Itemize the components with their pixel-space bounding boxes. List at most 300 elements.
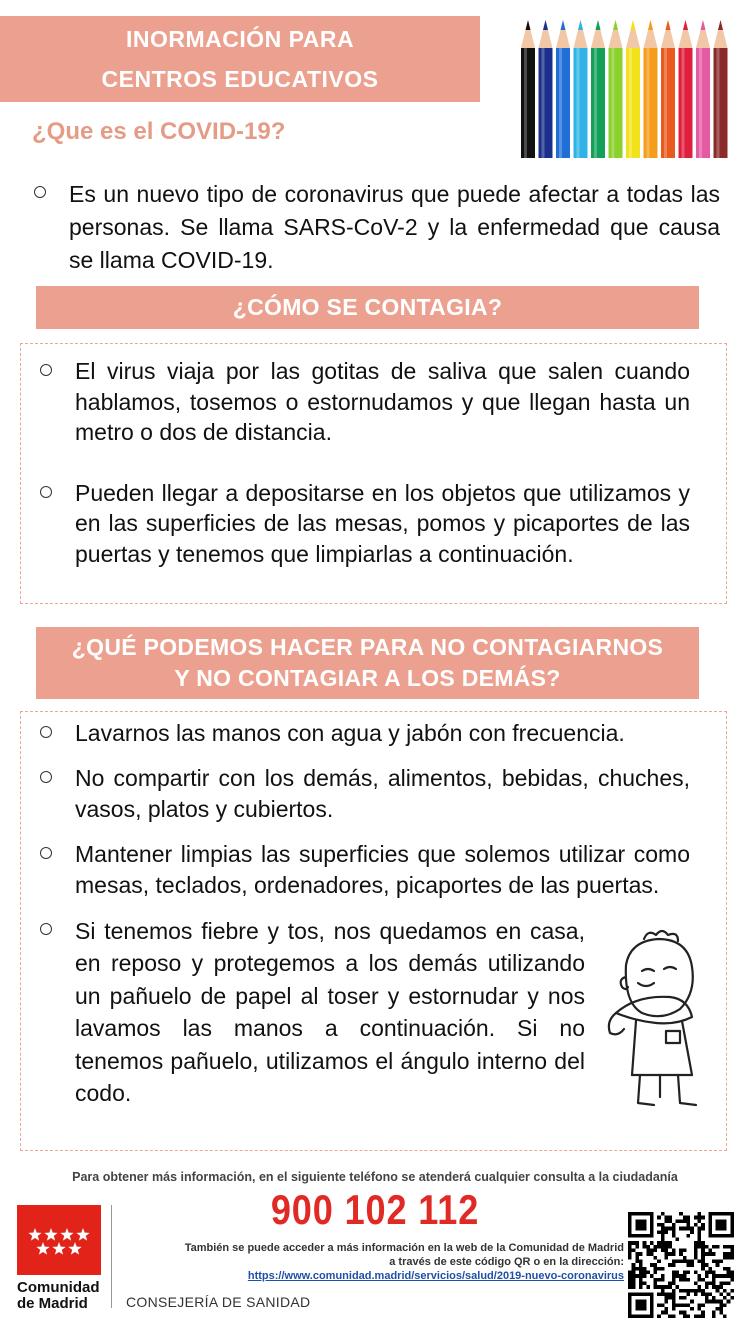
qr-module bbox=[697, 1314, 701, 1318]
section-banner-how-spread: ¿CÓMO SE CONTAGIA? bbox=[36, 286, 699, 329]
qr-module bbox=[665, 1227, 669, 1231]
qr-module bbox=[635, 1223, 639, 1227]
qr-module bbox=[650, 1249, 654, 1253]
qr-module bbox=[635, 1227, 639, 1231]
pencil-body bbox=[714, 48, 728, 158]
pencil-shine bbox=[647, 48, 650, 158]
star-icon bbox=[68, 1242, 81, 1255]
qr-module bbox=[697, 1219, 701, 1223]
qr-module bbox=[676, 1285, 680, 1289]
qr-module bbox=[686, 1263, 690, 1267]
qr-module bbox=[672, 1230, 676, 1234]
qr-module bbox=[683, 1216, 687, 1220]
qr-module bbox=[716, 1263, 720, 1267]
qr-module bbox=[679, 1260, 683, 1264]
qr-module bbox=[730, 1256, 734, 1260]
qr-module bbox=[639, 1234, 643, 1238]
qr-module bbox=[676, 1260, 680, 1264]
qr-module bbox=[632, 1241, 636, 1245]
pencil-lead bbox=[596, 20, 601, 30]
qr-module bbox=[697, 1212, 701, 1216]
qr-module bbox=[705, 1252, 709, 1256]
qr-module bbox=[661, 1230, 665, 1234]
qr-module bbox=[690, 1307, 694, 1311]
qr-module bbox=[701, 1256, 705, 1260]
qr-module bbox=[679, 1303, 683, 1307]
qr-module bbox=[708, 1270, 712, 1274]
qr-module bbox=[657, 1314, 661, 1318]
qr-module bbox=[697, 1227, 701, 1231]
qr-module bbox=[705, 1300, 709, 1304]
qr-module bbox=[716, 1285, 720, 1289]
qr-module bbox=[716, 1227, 720, 1231]
qr-module bbox=[639, 1270, 643, 1274]
qr-module bbox=[635, 1234, 639, 1238]
qr-module bbox=[628, 1285, 632, 1289]
qr-module bbox=[639, 1307, 643, 1311]
qr-module bbox=[657, 1267, 661, 1271]
qr-module bbox=[668, 1296, 672, 1300]
qr-module bbox=[646, 1212, 650, 1216]
qr-module bbox=[639, 1285, 643, 1289]
qr-module bbox=[628, 1252, 632, 1256]
qr-module bbox=[657, 1245, 661, 1249]
coronavirus-info-link[interactable]: https://www.comunidad.madrid/servicios/salud/2019-nuevo-coronavirus bbox=[247, 1270, 624, 1282]
list-item: Es un nuevo tipo de coronavirus que puede afectar a todas las personas. Se llama SARS-CoV-2 y la enfermedad que causa se llama COVID-19. bbox=[28, 178, 720, 277]
qr-module bbox=[701, 1311, 705, 1315]
qr-module bbox=[646, 1285, 650, 1289]
qr-module bbox=[683, 1278, 687, 1282]
qr-module bbox=[654, 1256, 658, 1260]
qr-module bbox=[686, 1260, 690, 1264]
qr-module bbox=[661, 1303, 665, 1307]
qr-module bbox=[672, 1303, 676, 1307]
qr-module bbox=[694, 1223, 698, 1227]
qr-module bbox=[643, 1212, 647, 1216]
pencil-lead bbox=[526, 20, 531, 30]
qr-module bbox=[661, 1212, 665, 1216]
qr-module bbox=[712, 1311, 716, 1315]
qr-module bbox=[723, 1289, 727, 1293]
qr-module bbox=[716, 1219, 720, 1223]
qr-module bbox=[643, 1303, 647, 1307]
qr-module bbox=[657, 1285, 661, 1289]
qr-module bbox=[654, 1249, 658, 1253]
qr-module bbox=[705, 1281, 709, 1285]
qr-module bbox=[697, 1238, 701, 1242]
qr-module bbox=[654, 1285, 658, 1289]
qr-module bbox=[632, 1274, 636, 1278]
list-item: Si tenemos fiebre y tos, nos quedamos en casa, en reposo y protegemos a los demás utilizando un pañuelo de papel al toser y estornudar y nos lavamos las manos a continuación. Si no tenemos pañuelo, utilizamos el ángulo interno del codo. bbox=[34, 915, 585, 1110]
qr-module bbox=[723, 1227, 727, 1231]
pencil-lead bbox=[701, 20, 706, 30]
qr-module bbox=[665, 1249, 669, 1253]
how-spread-list bbox=[34, 356, 690, 569]
bullet-circle-icon bbox=[40, 923, 52, 935]
qr-module bbox=[650, 1212, 654, 1216]
qr-module bbox=[632, 1292, 636, 1296]
qr-module bbox=[686, 1223, 690, 1227]
qr-module bbox=[665, 1245, 669, 1249]
qr-module bbox=[632, 1270, 636, 1274]
qr-module bbox=[646, 1252, 650, 1256]
qr-module bbox=[701, 1267, 705, 1271]
list-item: El virus viaja por las gotitas de saliva que salen cuando hablamos, tosemos o estornudamos y que llegan hasta un metro o dos de distancia. bbox=[34, 356, 690, 448]
qr-module bbox=[665, 1300, 669, 1304]
qr-module bbox=[646, 1292, 650, 1296]
qr-module bbox=[723, 1234, 727, 1238]
qr-module bbox=[705, 1263, 709, 1267]
qr-module bbox=[639, 1219, 643, 1223]
qr-module bbox=[643, 1234, 647, 1238]
qr-module bbox=[712, 1212, 716, 1216]
qr-code-icon[interactable] bbox=[628, 1212, 734, 1318]
qr-module bbox=[730, 1212, 734, 1216]
qr-module bbox=[643, 1245, 647, 1249]
qr-module bbox=[683, 1249, 687, 1253]
qr-module bbox=[690, 1289, 694, 1293]
qr-module bbox=[646, 1245, 650, 1249]
footer-info-note: Para obtener más información, en el siguiente teléfono se atenderá cualquier consulta a la ciudadanía bbox=[72, 1170, 678, 1184]
qr-module bbox=[683, 1289, 687, 1293]
qr-module bbox=[639, 1212, 643, 1216]
qr-module bbox=[628, 1300, 632, 1304]
qr-module bbox=[643, 1267, 647, 1271]
qr-module bbox=[679, 1274, 683, 1278]
qr-module bbox=[723, 1252, 727, 1256]
qr-module bbox=[665, 1292, 669, 1296]
qr-module bbox=[686, 1289, 690, 1293]
qr-module bbox=[723, 1223, 727, 1227]
pencil-shine bbox=[612, 48, 615, 158]
pencil-body bbox=[644, 48, 658, 158]
qr-module bbox=[632, 1263, 636, 1267]
qr-module bbox=[686, 1227, 690, 1231]
bullet-circle-icon bbox=[40, 486, 52, 498]
qr-module bbox=[730, 1289, 734, 1293]
qr-module bbox=[712, 1281, 716, 1285]
qr-module bbox=[701, 1252, 705, 1256]
qr-module bbox=[672, 1292, 676, 1296]
qr-module bbox=[683, 1260, 687, 1264]
pencil-shine bbox=[577, 48, 580, 158]
qr-module bbox=[676, 1238, 680, 1242]
pencil-lead bbox=[561, 20, 566, 30]
qr-module bbox=[676, 1303, 680, 1307]
qr-module bbox=[668, 1292, 672, 1296]
department-name: CONSEJERÍA DE SANIDAD bbox=[126, 1294, 311, 1310]
qr-module bbox=[650, 1241, 654, 1245]
pencil-shine bbox=[664, 48, 667, 158]
qr-module bbox=[657, 1241, 661, 1245]
web-info bbox=[130, 1241, 624, 1283]
qr-module bbox=[632, 1234, 636, 1238]
qr-module bbox=[719, 1311, 723, 1315]
qr-module bbox=[639, 1223, 643, 1227]
qr-module bbox=[701, 1260, 705, 1264]
web-info-line-1: También se puede acceder a más información en la web de la Comunidad de Madrid bbox=[184, 1242, 624, 1254]
pencil-shine bbox=[629, 48, 632, 158]
qr-module bbox=[657, 1223, 661, 1227]
qr-module bbox=[679, 1212, 683, 1216]
section-banner-prevention: ¿QUÉ PODEMOS HACER PARA NO CONTAGIARNOS Y NO CONTAGIAR A LOS DEMÁS? bbox=[36, 627, 699, 699]
pencil-body bbox=[521, 48, 535, 158]
qr-module bbox=[716, 1245, 720, 1249]
qr-module bbox=[654, 1267, 658, 1271]
qr-module bbox=[650, 1300, 654, 1304]
qr-module bbox=[672, 1252, 676, 1256]
pencil-body bbox=[609, 48, 623, 158]
pencil-shine bbox=[682, 48, 685, 158]
qr-module bbox=[676, 1270, 680, 1274]
qr-module bbox=[650, 1307, 654, 1311]
qr-module bbox=[686, 1292, 690, 1296]
qr-module bbox=[730, 1274, 734, 1278]
qr-module bbox=[628, 1227, 632, 1231]
pencil-lead bbox=[718, 20, 723, 30]
bullet-circle-icon bbox=[40, 726, 52, 738]
qr-module bbox=[628, 1296, 632, 1300]
qr-module bbox=[679, 1296, 683, 1300]
qr-module bbox=[708, 1300, 712, 1304]
qr-module bbox=[719, 1212, 723, 1216]
qr-module bbox=[679, 1249, 683, 1253]
bullet-circle-icon bbox=[34, 186, 46, 198]
qr-module bbox=[646, 1234, 650, 1238]
qr-module bbox=[694, 1216, 698, 1220]
qr-module bbox=[639, 1267, 643, 1271]
qr-module bbox=[650, 1274, 654, 1278]
qr-module bbox=[719, 1219, 723, 1223]
qr-module bbox=[635, 1300, 639, 1304]
pencil-body bbox=[661, 48, 675, 158]
qr-module bbox=[672, 1281, 676, 1285]
qr-module bbox=[635, 1241, 639, 1245]
qr-module bbox=[650, 1296, 654, 1300]
pencil-body bbox=[626, 48, 640, 158]
qr-module bbox=[661, 1223, 665, 1227]
qr-module bbox=[708, 1219, 712, 1223]
qr-module bbox=[639, 1300, 643, 1304]
title-line-2: CENTROS EDUCATIVOS bbox=[101, 66, 379, 92]
bullet-circle-icon bbox=[40, 847, 52, 859]
qr-module bbox=[646, 1270, 650, 1274]
qr-module bbox=[650, 1230, 654, 1234]
qr-module bbox=[723, 1274, 727, 1278]
qr-module bbox=[705, 1296, 709, 1300]
qr-module bbox=[686, 1270, 690, 1274]
qr-module bbox=[639, 1227, 643, 1231]
qr-module bbox=[686, 1216, 690, 1220]
qr-module bbox=[661, 1292, 665, 1296]
qr-module bbox=[683, 1303, 687, 1307]
qr-module bbox=[712, 1274, 716, 1278]
qr-module bbox=[628, 1274, 632, 1278]
qr-module bbox=[628, 1292, 632, 1296]
qr-module bbox=[672, 1260, 676, 1264]
qr-module bbox=[708, 1281, 712, 1285]
qr-module bbox=[650, 1263, 654, 1267]
qr-module bbox=[701, 1292, 705, 1296]
qr-module bbox=[672, 1263, 676, 1267]
qr-module bbox=[643, 1274, 647, 1278]
comunidad-madrid-stars-logo bbox=[17, 1205, 101, 1275]
qr-module bbox=[639, 1281, 643, 1285]
qr-module bbox=[628, 1234, 632, 1238]
qr-module bbox=[661, 1289, 665, 1293]
qr-module bbox=[665, 1285, 669, 1289]
qr-module bbox=[639, 1314, 643, 1318]
qr-module bbox=[635, 1260, 639, 1264]
qr-module bbox=[628, 1249, 632, 1253]
qr-module bbox=[676, 1274, 680, 1278]
qr-module bbox=[701, 1289, 705, 1293]
qr-module bbox=[697, 1260, 701, 1264]
qr-module bbox=[683, 1219, 687, 1223]
qr-module bbox=[665, 1216, 669, 1220]
pencil-shine bbox=[594, 48, 597, 158]
qr-module bbox=[632, 1212, 636, 1216]
qr-module bbox=[661, 1274, 665, 1278]
qr-module bbox=[730, 1223, 734, 1227]
qr-module bbox=[643, 1227, 647, 1231]
qr-module bbox=[632, 1249, 636, 1253]
qr-module bbox=[723, 1303, 727, 1307]
qr-module bbox=[697, 1230, 701, 1234]
qr-module bbox=[635, 1267, 639, 1271]
qr-module bbox=[683, 1311, 687, 1315]
pencil-body bbox=[539, 48, 553, 158]
intro-list bbox=[28, 178, 720, 277]
list-item: Pueden llegar a depositarse en los objetos que utilizamos y en las superficies de las mesas, pomos y picaportes de las puertas y tenemos que limpiarlas a continuación. bbox=[34, 478, 690, 570]
pencil-body bbox=[679, 48, 693, 158]
qr-module bbox=[668, 1263, 672, 1267]
qr-module bbox=[719, 1307, 723, 1311]
qr-module bbox=[708, 1223, 712, 1227]
pencil-lead bbox=[666, 20, 671, 30]
qr-module bbox=[712, 1314, 716, 1318]
qr-module bbox=[708, 1227, 712, 1231]
qr-module bbox=[650, 1314, 654, 1318]
qr-module bbox=[643, 1300, 647, 1304]
qr-module bbox=[650, 1227, 654, 1231]
qr-module bbox=[628, 1256, 632, 1260]
qr-module bbox=[730, 1249, 734, 1253]
qr-module bbox=[708, 1234, 712, 1238]
qr-module bbox=[628, 1314, 632, 1318]
qr-module bbox=[661, 1241, 665, 1245]
qr-module bbox=[650, 1234, 654, 1238]
web-info-line-2: a través de este código QR o en la dirección: bbox=[389, 1256, 624, 1268]
qr-module bbox=[730, 1230, 734, 1234]
qr-module bbox=[650, 1311, 654, 1315]
qr-module bbox=[701, 1278, 705, 1282]
qr-module bbox=[672, 1314, 676, 1318]
qr-module bbox=[665, 1230, 669, 1234]
qr-module bbox=[628, 1219, 632, 1223]
pencil-body bbox=[591, 48, 605, 158]
qr-module bbox=[672, 1300, 676, 1304]
qr-module bbox=[686, 1234, 690, 1238]
qr-module bbox=[705, 1285, 709, 1289]
subtitle-what-is-covid: ¿Que es el COVID-19? bbox=[32, 118, 286, 145]
qr-module bbox=[727, 1270, 731, 1274]
qr-module bbox=[657, 1216, 661, 1220]
qr-module bbox=[701, 1303, 705, 1307]
qr-module bbox=[719, 1303, 723, 1307]
qr-module bbox=[708, 1212, 712, 1216]
qr-module bbox=[730, 1278, 734, 1282]
qr-module bbox=[628, 1216, 632, 1220]
qr-module bbox=[719, 1234, 723, 1238]
qr-module bbox=[668, 1241, 672, 1245]
qr-module bbox=[686, 1314, 690, 1318]
stars-icon bbox=[17, 1205, 101, 1275]
pencil-lead bbox=[613, 20, 618, 30]
qr-module bbox=[716, 1260, 720, 1264]
qr-module bbox=[672, 1234, 676, 1238]
qr-module bbox=[694, 1249, 698, 1253]
star-icon bbox=[44, 1228, 57, 1241]
qr-module bbox=[708, 1249, 712, 1253]
qr-module bbox=[650, 1303, 654, 1307]
qr-module bbox=[668, 1245, 672, 1249]
phone-number[interactable]: 900 102 112 bbox=[270, 1186, 480, 1233]
qr-module bbox=[628, 1223, 632, 1227]
qr-module bbox=[712, 1296, 716, 1300]
qr-module bbox=[697, 1274, 701, 1278]
qr-module bbox=[727, 1300, 731, 1304]
qr-module bbox=[719, 1223, 723, 1227]
qr-module bbox=[712, 1234, 716, 1238]
pencil-lead bbox=[578, 20, 583, 30]
qr-module bbox=[628, 1278, 632, 1282]
qr-module bbox=[639, 1274, 643, 1278]
qr-module bbox=[708, 1252, 712, 1256]
qr-module bbox=[654, 1281, 658, 1285]
qr-module bbox=[628, 1303, 632, 1307]
pencil-shine bbox=[559, 48, 562, 158]
qr-module bbox=[730, 1252, 734, 1256]
qr-module bbox=[628, 1230, 632, 1234]
qr-module bbox=[694, 1292, 698, 1296]
prevention-list bbox=[34, 718, 690, 1110]
qr-module bbox=[701, 1245, 705, 1249]
qr-module bbox=[727, 1292, 731, 1296]
qr-module bbox=[654, 1263, 658, 1267]
pencil-shine bbox=[699, 48, 702, 158]
qr-module bbox=[676, 1219, 680, 1223]
qr-module bbox=[643, 1223, 647, 1227]
qr-module bbox=[686, 1278, 690, 1282]
qr-module bbox=[672, 1296, 676, 1300]
qr-module bbox=[730, 1270, 734, 1274]
qr-module bbox=[694, 1270, 698, 1274]
qr-module bbox=[654, 1278, 658, 1282]
qr-module bbox=[694, 1289, 698, 1293]
qr-module bbox=[628, 1307, 632, 1311]
qr-module bbox=[635, 1314, 639, 1318]
bullet-circle-icon bbox=[40, 771, 52, 783]
qr-module bbox=[694, 1281, 698, 1285]
qr-module bbox=[668, 1314, 672, 1318]
qr-module bbox=[654, 1245, 658, 1249]
qr-module bbox=[672, 1274, 676, 1278]
qr-module bbox=[672, 1307, 676, 1311]
qr-module bbox=[727, 1267, 731, 1271]
bullet-circle-icon bbox=[40, 364, 52, 376]
qr-module bbox=[650, 1223, 654, 1227]
